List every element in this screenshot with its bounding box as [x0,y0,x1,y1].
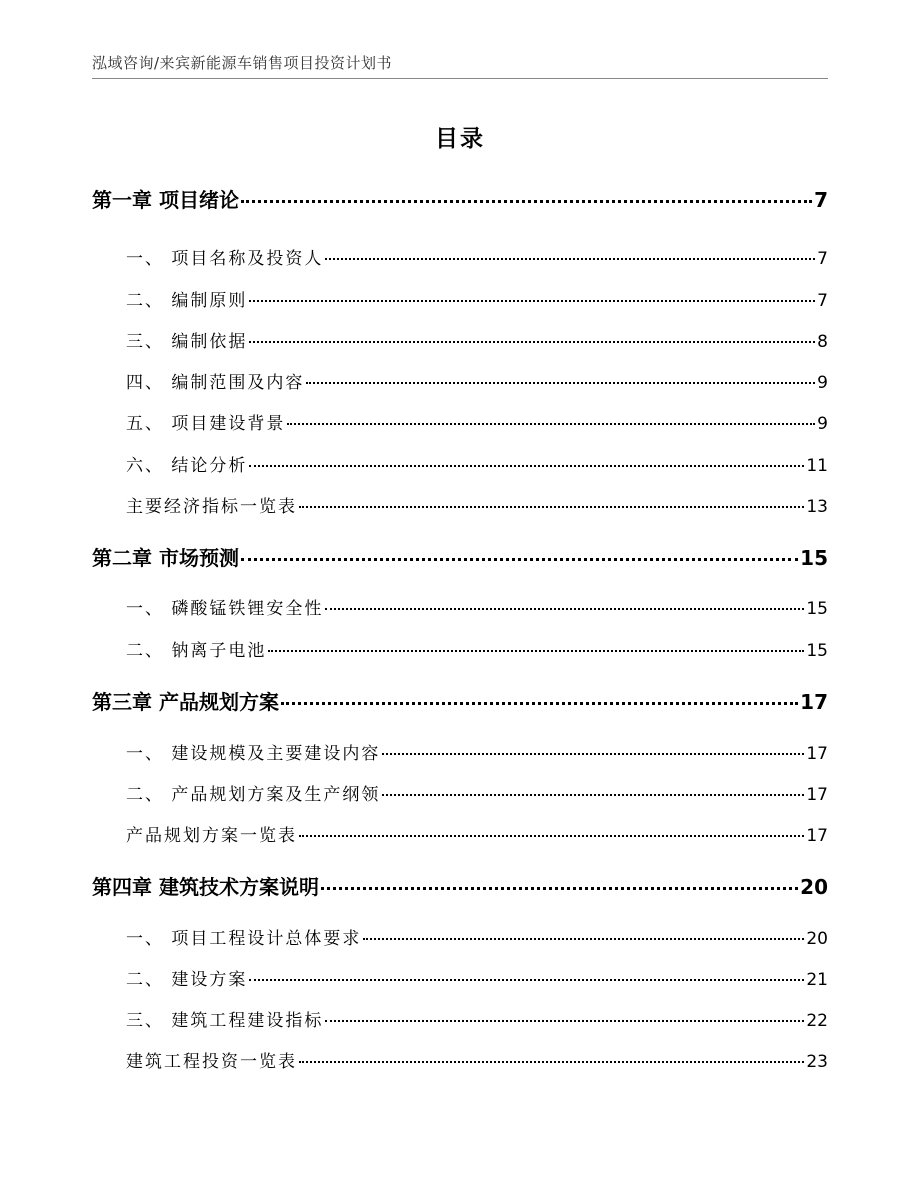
toc-entry-text: 二、 产品规划方案及生产纲领 [126,785,381,805]
toc-entry-text: 产品规划方案一览表 [126,826,297,846]
toc-page-number: 17 [806,744,828,764]
toc-entry-text: 建筑工程投资一览表 [126,1052,297,1072]
dot-leader [321,887,798,890]
dot-leader [268,650,804,652]
toc-section[interactable] [92,594,828,619]
toc-page-number: 17 [806,826,828,846]
toc-section[interactable] [92,327,828,352]
toc-section[interactable] [92,409,828,434]
dot-leader [306,382,815,384]
dot-leader [241,200,812,203]
toc-section[interactable] [92,1006,828,1031]
toc-entry-text: 一、 磷酸锰铁锂安全性 [126,599,324,619]
toc-page-number: 7 [814,188,828,212]
toc-section[interactable] [92,1047,828,1072]
toc-chapter[interactable] [92,184,828,213]
toc-chapter[interactable] [92,686,828,715]
toc-page-number: 9 [817,414,828,434]
dot-leader [363,938,804,940]
toc-section[interactable] [92,636,828,661]
toc-section[interactable] [92,965,828,990]
dot-leader [281,702,798,705]
toc-entry-text: 一、 项目名称及投资人 [126,249,324,269]
toc-page-number: 23 [806,1052,828,1072]
toc-section[interactable] [92,368,828,393]
toc-page-number: 20 [806,929,828,949]
dot-leader [382,753,804,755]
toc-entry-text: 第二章 市场预测 [92,546,239,570]
toc-chapter[interactable] [92,871,828,900]
toc-section[interactable] [92,780,828,805]
toc-page-number: 9 [817,373,828,393]
toc-entry-text: 第一章 项目绪论 [92,188,239,212]
toc-entry-text: 主要经济指标一览表 [126,497,297,517]
toc-page-number: 17 [800,690,828,714]
toc-entry-text: 二、 编制原则 [126,291,248,311]
toc-page-number: 22 [806,1011,828,1031]
toc-entry-text: 三、 建筑工程建设指标 [126,1011,324,1031]
toc-page-number: 11 [806,456,828,476]
toc-page-number: 15 [800,546,828,570]
toc-page-number: 17 [806,785,828,805]
toc-entry-text: 一、 建设规模及主要建设内容 [126,744,381,764]
toc-section[interactable] [92,924,828,949]
toc-entry-text: 一、 项目工程设计总体要求 [126,929,362,949]
toc-section[interactable] [92,739,828,764]
dot-leader [325,1020,804,1022]
toc-page-number: 8 [817,332,828,352]
dot-leader [325,608,804,610]
toc-page-number: 21 [806,970,828,990]
toc-page-number: 13 [806,497,828,517]
toc-entry-text: 二、 建设方案 [126,970,248,990]
toc-chapter[interactable] [92,542,828,571]
toc-entry-text: 二、 钠离子电池 [126,641,267,661]
toc-section[interactable] [92,451,828,476]
toc-entry-text: 四、 编制范围及内容 [126,373,305,393]
toc-page-number: 20 [800,875,828,899]
page-header: 泓域咨询/来宾新能源车销售项目投资计划书 [92,54,393,72]
dot-leader [325,258,815,260]
toc-entry-text: 五、 项目建设背景 [126,414,286,434]
dot-leader [299,835,804,837]
toc-page-number: 15 [806,641,828,661]
toc-section[interactable] [92,286,828,311]
toc-title: 目录 [435,126,485,152]
toc-page-number: 7 [817,249,828,269]
dot-leader [299,506,804,508]
toc-entry-text: 第三章 产品规划方案 [92,690,279,714]
table-of-contents [92,0,828,1191]
dot-leader [249,300,815,302]
toc-section[interactable] [92,821,828,846]
toc-entry-text: 第四章 建筑技术方案说明 [92,875,319,899]
toc-section[interactable] [92,492,828,517]
dot-leader [249,979,804,981]
dot-leader [241,558,798,561]
dot-leader [249,465,804,467]
toc-section[interactable] [92,244,828,269]
toc-entry-text: 三、 编制依据 [126,332,248,352]
dot-leader [382,794,804,796]
toc-page-number: 7 [817,291,828,311]
toc-page-number: 15 [806,599,828,619]
dot-leader [287,423,815,425]
toc-entry-text: 六、 结论分析 [126,456,248,476]
dot-leader [299,1061,804,1063]
dot-leader [249,341,815,343]
